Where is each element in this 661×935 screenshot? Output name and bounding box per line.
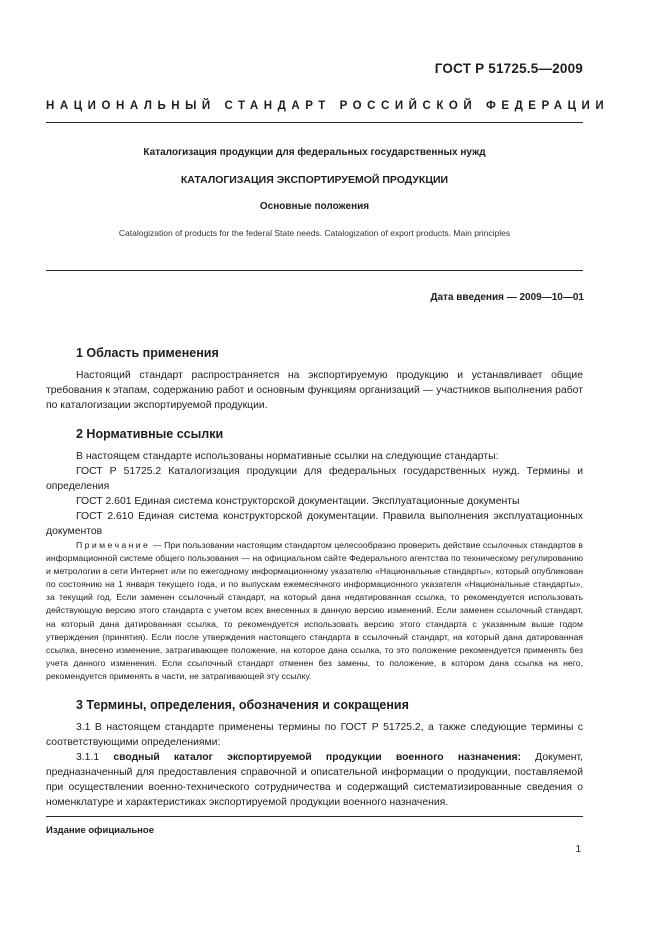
section-1-text <box>46 368 583 413</box>
section-1-heading: 1 Область применения <box>76 346 219 360</box>
note-label: Примечание <box>76 540 151 550</box>
scope-paragraph: Настоящий стандарт распространяется на экспортируемую продукцию и устанавливает общие требования к этапам, содержанию работ и основным функциям организаций — участников выполнения работ по каталогизации экспортируемой продукции. <box>46 370 583 411</box>
term-definition: Документ, предназначенный для предоставления справочной и описательной информации о продукции, поставляемой при осуществлении военно-технического сотрудничества и содержащий систематизированные сведения о номенклатуре и характеристиках экспортируемой продукции военного назначения. <box>46 752 584 808</box>
gost-number: ГОСТ Р 51725.5—2009 <box>434 61 583 76</box>
footer-divider <box>46 816 583 817</box>
section-3-text <box>46 720 583 810</box>
section-2-text <box>46 449 583 539</box>
note-text: — При пользовании настоящим стандартом целесообразно проверить действие ссылочных стандартов в информационной системе общего пользования — на официальном сайте Федерального агентства по техническому регулированию и метрологии в сети Интернет или по ежегодному информационному указателю «Национальные стандарты», который опубликован по состоянию на 1 января текущего года, и по выпускам ежемесячного информационного указателя «Национальные стандарты», за текущий год. Если заменен ссылочный стандарт, на который дана недатированная ссылка, то рекомендуется использовать действующую версию этого стандарта с учетом всех внесенных в данную версию изменений. Если заменен ссылочный стандарт, на который дана датированная ссылка, то рекомендуется использовать версию этого стандарта с указанным выше годом утверждения (принятия). Если после утверждения настоящего стандарта в ссылочный стандарт, на который дана датированная ссылка, внесено изменение, затрагивающее положение, на которое дана ссылка, то это положение рекомендуется применять без учета данного изменения. Если ссылочный стандарт отменен без замены, то положение, в котором дана ссылка на него, рекомендуется применять в части, не затрагивающей эту ссылку. <box>46 540 583 681</box>
section-3-heading: 3 Термины, определения, обозначения и сокращения <box>76 698 409 712</box>
reference-item: ГОСТ 2.601 Единая система конструкторской документации. Эксплуатационные документы <box>76 496 520 507</box>
english-title: Catalogization of products for the federal State needs. Catalogization of export products. Main principles <box>118 228 511 238</box>
references-intro: В настоящем стандарте использованы нормативные ссылки на следующие стандарты: <box>76 451 499 462</box>
reference-item: ГОСТ Р 51725.2 Каталогизация продукции для федеральных государственных нужд. Термины и определения <box>46 466 583 492</box>
section-2-heading: 2 Нормативные ссылки <box>76 427 224 441</box>
document-title: КАТАЛОГИЗАЦИЯ ЭКСПОРТИРУЕМОЙ ПРОДУКЦИИ <box>180 174 449 186</box>
document-subtitle: Основные положения <box>259 201 370 212</box>
page-number: 1 <box>575 844 581 855</box>
terms-intro: 3.1 В настоящем стандарте применены термины по ГОСТ Р 51725.2, а также следующие термины с соответствующими определениями: <box>46 722 583 748</box>
title-divider <box>46 270 583 271</box>
term: сводный каталог экспортируемой продукции военного назначения: <box>113 752 521 763</box>
term-number: 3.1.1 <box>76 752 100 763</box>
national-standard-banner: НАЦИОНАЛЬНЫЙ СТАНДАРТ РОССИЙСКОЙ ФЕДЕРАЦИИ <box>46 100 610 112</box>
introduction-date: Дата введения — 2009—10—01 <box>430 292 584 303</box>
series-title: Каталогизация продукции для федеральных государственных нужд <box>143 147 486 158</box>
official-edition-label: Издание официальное <box>46 825 154 836</box>
top-divider <box>46 122 583 123</box>
reference-item: ГОСТ 2.610 Единая система конструкторской документации. Правила выполнения эксплуатационных документов <box>46 511 583 537</box>
references-note <box>46 539 583 683</box>
